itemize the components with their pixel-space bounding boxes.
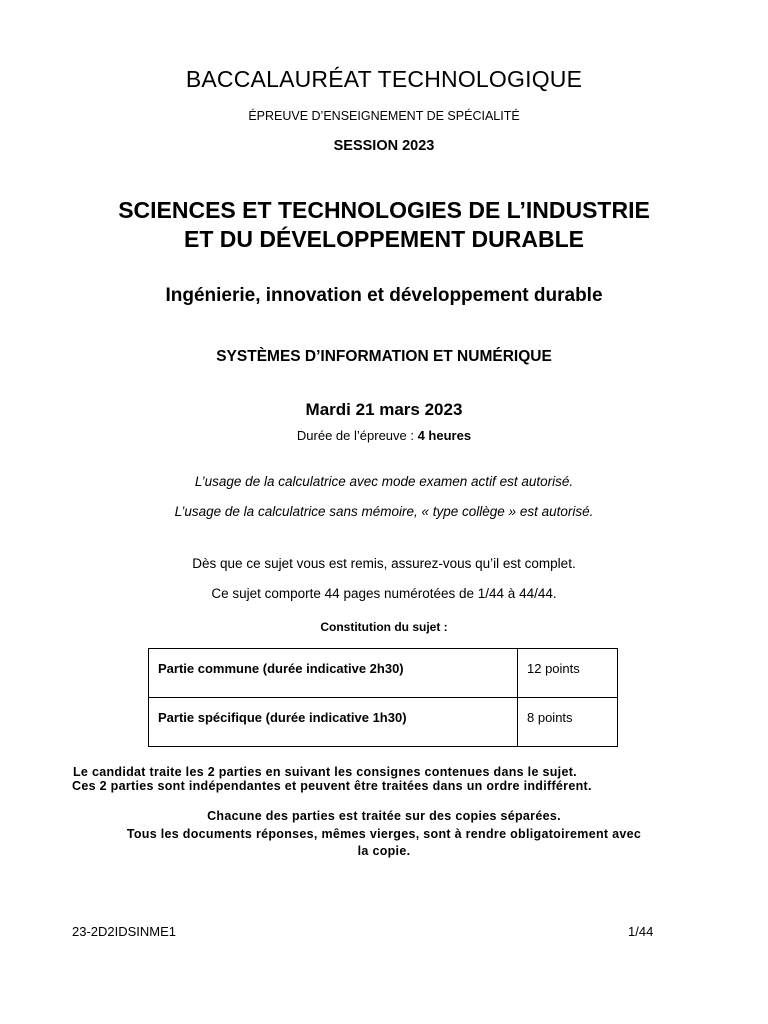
main-title-line-1: SCIENCES ET TECHNOLOGIES DE L’INDUSTRIE: [118, 197, 650, 223]
calculator-rule-1: L’usage de la calculatrice avec mode examen actif est autorisé.: [194, 474, 574, 489]
duration-label: Durée de l’épreuve :: [296, 428, 418, 443]
duration-value: 4 heures: [417, 428, 472, 443]
part-points: 8 points: [518, 698, 618, 747]
exam-date: Mardi 21 mars 2023: [305, 400, 463, 419]
table-row: [149, 649, 618, 698]
instruction-line-5: la copie.: [357, 844, 411, 858]
exam-title: BACCALAURÉAT TECHNOLOGIQUE: [185, 66, 583, 92]
part-label: Partie commune (durée indicative 2h30): [149, 649, 518, 698]
subject-code: 23-2D2IDSINME1: [72, 924, 177, 939]
calculator-rule-2: L’usage de la calculatrice sans mémoire, « type collège » est autorisé.: [174, 504, 594, 519]
main-title-line-2: ET DU DÉVELOPPEMENT DURABLE: [184, 226, 584, 252]
instruction-line-3: Chacune des parties est traitée sur des copies séparées.: [207, 809, 561, 823]
session-label: SESSION 2023: [333, 138, 435, 154]
instruction-line-2: Ces 2 parties sont indépendantes et peuvent être traitées dans un ordre indifférent.: [72, 779, 592, 793]
completeness-notice: Dès que ce sujet vous est remis, assurez-vous qu’il est complet.: [192, 556, 576, 571]
part-points: 12 points: [518, 649, 618, 698]
speciality-title: Ingénierie, innovation et développement durable: [165, 285, 603, 306]
page-count-notice: Ce sujet comporte 44 pages numérotées de 1/44 à 44/44.: [211, 586, 557, 601]
page-number: 1/44: [628, 924, 654, 939]
part-label: Partie spécifique (durée indicative 1h30): [149, 698, 518, 747]
table-row: [149, 698, 618, 747]
instruction-line-1: Le candidat traite les 2 parties en suivant les consignes contenues dans le sujet.: [73, 765, 577, 779]
option-title: SYSTÈMES D’INFORMATION ET NUMÉRIQUE: [216, 348, 552, 365]
constitution-table: [148, 648, 618, 747]
instruction-line-4: Tous les documents réponses, mêmes vierges, sont à rendre obligatoirement avec: [126, 827, 642, 841]
constitution-heading: Constitution du sujet :: [320, 620, 448, 634]
exam-duration: [0, 428, 768, 443]
exam-subtitle: ÉPREUVE D’ENSEIGNEMENT DE SPÉCIALITÉ: [248, 109, 520, 123]
main-title: [0, 196, 768, 254]
